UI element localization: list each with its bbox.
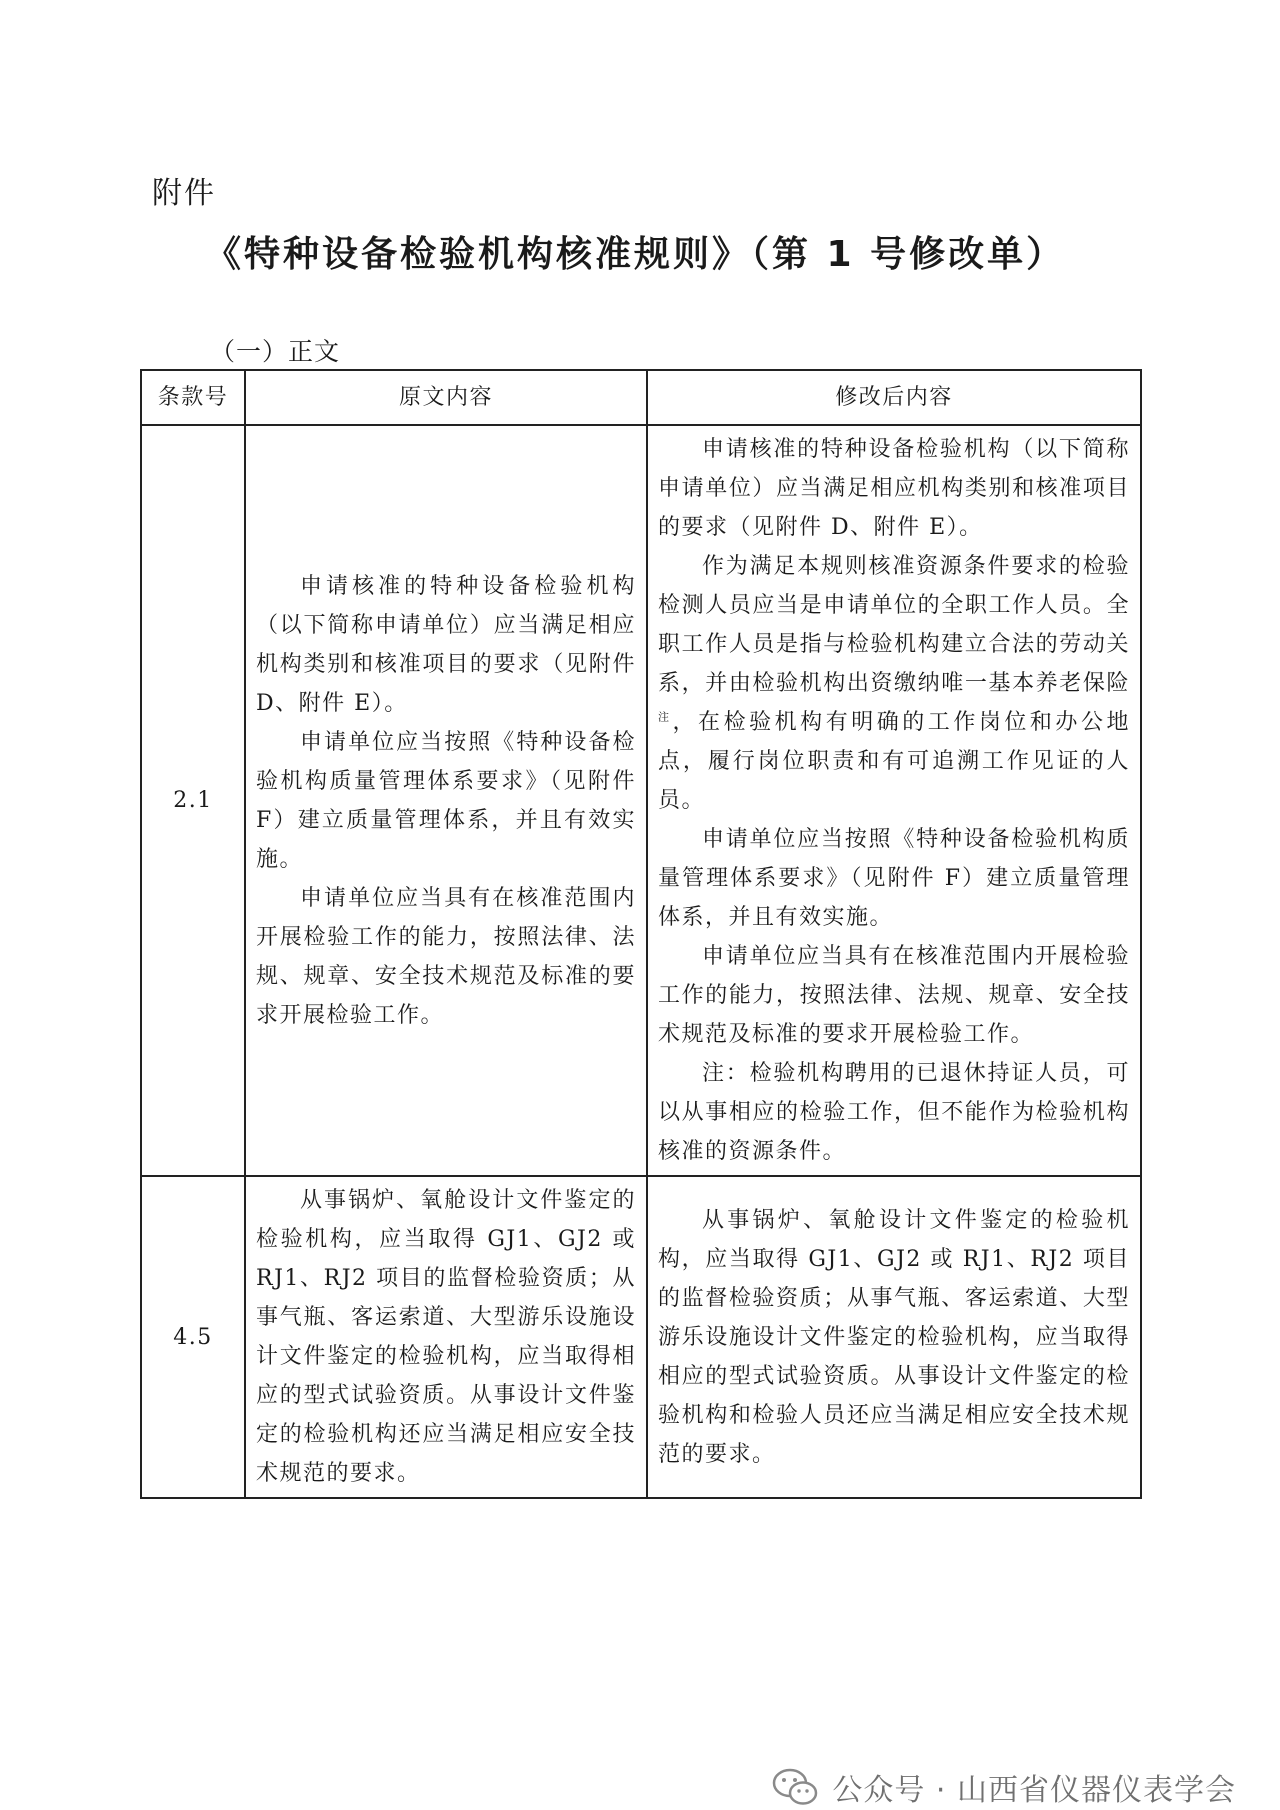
revised-content — [647, 1176, 1141, 1498]
paragraph: 申请单位应当具有在核准范围内开展检验工作的能力，按照法律、法规、规章、安全技术规范及标准的要求开展检验工作。 — [658, 944, 1130, 1047]
paragraph: 申请核准的特种设备检验机构（以下简称申请单位）应当满足相应机构类别和核准项目的要求（见附件 D、附件 E）。 — [256, 573, 636, 716]
attachment-label: 附件 — [152, 176, 216, 211]
header-revised-content: 修改后内容 — [647, 370, 1141, 425]
clause-number: 2.1 — [141, 425, 245, 1176]
paragraph: 申请单位应当具有在核准范围内开展检验工作的能力，按照法律、法规、规章、安全技术规范及标准的要求开展检验工作。 — [256, 885, 636, 1028]
table-row — [141, 425, 1141, 1176]
paragraph-text: 作为满足本规则核准资源条件要求的检验检测人员应当是申请单位的全职工作人员。全职工作人员是指与检验机构建立合法的劳动关系，并由检验机构出资缴纳唯一基本养老保险 — [658, 554, 1130, 696]
paragraph — [658, 547, 1130, 820]
footnote-paragraph: 注：检验机构聘用的已退休持证人员，可以从事相应的检验工作，但不能作为检验机构核准的资源条件。 — [658, 1061, 1130, 1164]
paragraph: 申请单位应当按照《特种设备检验机构质量管理体系要求》（见附件 F）建立质量管理体系，并且有效实施。 — [256, 729, 636, 872]
original-content — [245, 1176, 647, 1498]
clause-number: 4.5 — [141, 1176, 245, 1498]
paragraph: 申请核准的特种设备检验机构（以下简称申请单位）应当满足相应机构类别和核准项目的要求（见附件 D、附件 E）。 — [658, 437, 1130, 540]
table-header-row — [141, 370, 1141, 425]
wechat-icon — [772, 1767, 818, 1807]
footnote-marker: 注 — [658, 710, 673, 724]
paragraph: 从事锅炉、氧舱设计文件鉴定的检验机构，应当取得 GJ1、GJ2 或 RJ1、RJ2 项目的监督检验资质；从事气瓶、客运索道、大型游乐设施设计文件鉴定的检验机构，应当取得相应的型式试验资质。从事设计文件鉴定的检验机构和检验人员还应当满足相应安全技术规范的要求。 — [658, 1207, 1130, 1467]
section-heading: （一）正文 — [210, 337, 341, 366]
header-clause-number: 条款号 — [141, 370, 245, 425]
paragraph-text: ，在检验机构有明确的工作岗位和办公地点，履行岗位职责和有可追溯工作见证的人员。 — [658, 710, 1130, 813]
document-title: 《特种设备检验机构核准规则》（第 1 号修改单） — [205, 234, 1066, 275]
table-row — [141, 1176, 1141, 1498]
header-original-content: 原文内容 — [245, 370, 647, 425]
footer-text: 公众号 · 山西省仪器仪表学会 — [832, 1773, 1236, 1808]
paragraph: 申请单位应当按照《特种设备检验机构质量管理体系要求》（见附件 F）建立质量管理体系，并且有效实施。 — [658, 827, 1130, 930]
watermark-footer — [772, 1765, 1236, 1809]
paragraph: 从事锅炉、氧舱设计文件鉴定的检验机构，应当取得 GJ1、GJ2 或 RJ1、RJ2 项目的监督检验资质；从事气瓶、客运索道、大型游乐设施设计文件鉴定的检验机构，应当取得相应的型式试验资质。从事设计文件鉴定的检验机构还应当满足相应安全技术规范的要求。 — [256, 1188, 636, 1486]
original-content — [245, 425, 647, 1176]
amendment-table — [140, 369, 1142, 1499]
revised-content — [647, 425, 1141, 1176]
